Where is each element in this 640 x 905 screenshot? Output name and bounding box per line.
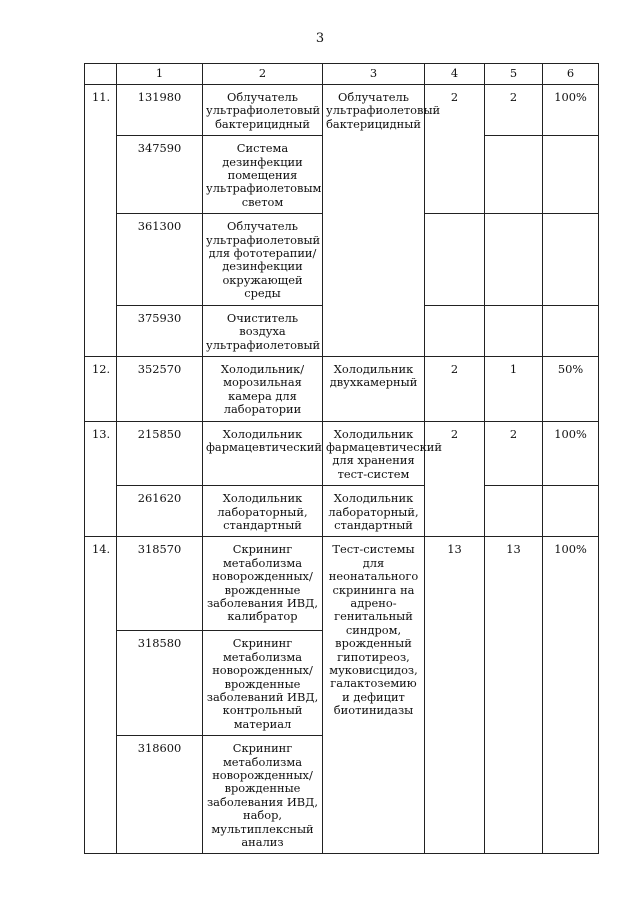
equipment-table [84,63,599,854]
code-cell: 318570 [117,537,203,631]
row-number: 14. [85,537,117,854]
row-number: 11. [85,85,117,357]
qty-required-cell [425,305,485,356]
percent-cell: 100% [543,537,599,854]
percent-cell [543,305,599,356]
qty-available-cell [485,214,543,305]
name-cell: Холодильник/ морозильная камера для лаборатории [203,356,323,421]
percent-cell [543,486,599,537]
qty-available-cell [485,486,543,537]
percent-cell [543,214,599,305]
qty-required-cell: 2 [425,421,485,537]
code-cell: 318580 [117,631,203,736]
type-cell: Холодильник лабораторный, стандартный [323,486,425,537]
header-cell: 4 [425,64,485,85]
table-row [85,356,599,421]
type-cell: Тест-системы для неонатального скрининга на адрено-генитальный синдром, врожденный гипотиреоз, муковисцидоз, галактоземию и дефицит биотинидазы [323,537,425,854]
table-row [85,85,599,136]
name-cell: Холодильник лабораторный, стандартный [203,486,323,537]
code-cell: 352570 [117,356,203,421]
name-cell: Облучатель ультрафиолетовый бактерицидный [203,85,323,136]
code-cell: 375930 [117,305,203,356]
code-cell: 318600 [117,736,203,854]
qty-available-cell: 2 [485,85,543,136]
name-cell: Холодильник фармацевтический [203,421,323,486]
table-row [85,537,599,631]
qty-available-cell [485,305,543,356]
header-cell: 1 [117,64,203,85]
header-cell [85,64,117,85]
type-cell: Холодильник двухкамерный [323,356,425,421]
page-number: 3 [315,31,325,46]
name-cell: Облучатель ультрафиолетовый для фототерапии/ дезинфекции окружающей среды [203,214,323,305]
name-cell: Скрининг метаболизма новорожденных/ врожденные заболеваний ИВД, контрольный материал [203,631,323,736]
table-row [85,486,599,537]
name-cell: Скрининг метаболизма новорожденных/ врожденные заболевания ИВД, калибратор [203,537,323,631]
row-number: 13. [85,421,117,537]
percent-cell: 50% [543,356,599,421]
qty-available-cell: 1 [485,356,543,421]
header-row [85,64,599,85]
table-row [85,421,599,486]
name-cell: Система дезинфекции помещения ультрафиолетовым светом [203,136,323,214]
header-cell: 2 [203,64,323,85]
code-cell: 361300 [117,214,203,305]
header-cell: 3 [323,64,425,85]
code-cell: 215850 [117,421,203,486]
name-cell: Очиститель воздуха ультрафиолетовый [203,305,323,356]
qty-available-cell: 13 [485,537,543,854]
code-cell: 347590 [117,136,203,214]
code-cell: 261620 [117,486,203,537]
qty-required-cell: 2 [425,85,485,214]
percent-cell: 100% [543,421,599,486]
header-cell: 6 [543,64,599,85]
row-number: 12. [85,356,117,421]
qty-available-cell: 2 [485,421,543,486]
percent-cell [543,136,599,214]
type-cell: Холодильник фармацевтический для хранения тест-систем [323,421,425,486]
qty-required-cell: 2 [425,356,485,421]
header-cell: 5 [485,64,543,85]
type-cell: Облучатель ультрафиолетовый бактерицидный [323,85,425,357]
qty-required-cell [425,214,485,305]
code-cell: 131980 [117,85,203,136]
percent-cell: 100% [543,85,599,136]
name-cell: Скрининг метаболизма новорожденных/ врожденные заболевания ИВД, набор, мультиплексный анализ [203,736,323,854]
qty-required-cell: 13 [425,537,485,854]
qty-available-cell [485,136,543,214]
